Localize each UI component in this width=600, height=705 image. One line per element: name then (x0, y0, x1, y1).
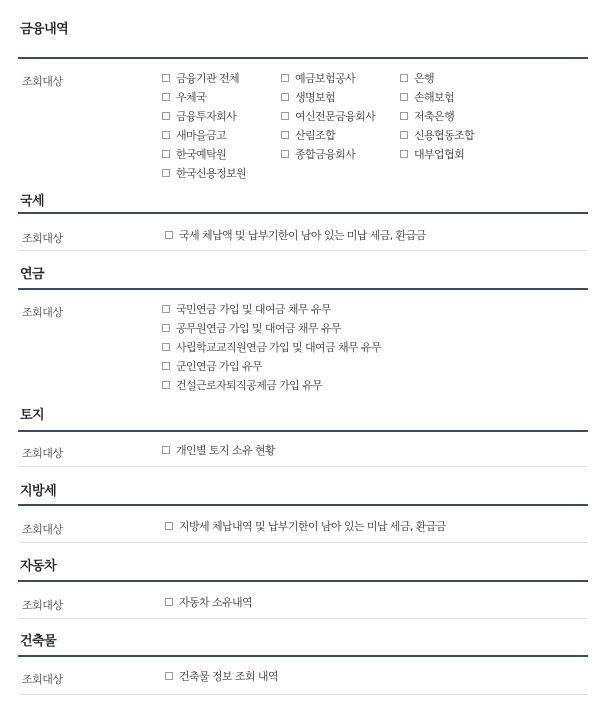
checkbox-savings-bank[interactable] (400, 108, 454, 124)
checkbox-ksd[interactable] (162, 146, 226, 162)
section-title-tax: 국세 (20, 194, 45, 209)
checkbox-icon[interactable] (400, 150, 408, 158)
option-label: 군인연금 가입 유무 (176, 360, 263, 373)
option-label: 예금보험공사 (295, 72, 356, 85)
query-target-label: 조회대상 (22, 75, 63, 88)
checkbox-icon[interactable] (400, 112, 408, 120)
checkbox-national-tax[interactable] (165, 227, 426, 243)
option-label: 지방세 체납내역 및 납부기한이 남아 있는 미납 세금, 환급금 (179, 520, 446, 533)
option-label: 금융기관 전체 (176, 72, 240, 85)
section-divider (18, 57, 588, 59)
checkbox-building-info[interactable] (165, 668, 278, 684)
query-target-label: 조회대상 (22, 447, 63, 460)
checkbox-local-tax[interactable] (165, 518, 446, 534)
checkbox-icon[interactable] (400, 93, 408, 101)
checkbox-icon[interactable] (281, 74, 289, 82)
option-label: 한국예탁원 (176, 148, 227, 161)
checkbox-land-ownership[interactable] (162, 442, 275, 458)
checkbox-icon[interactable] (162, 362, 170, 370)
checkbox-icon[interactable] (162, 343, 170, 351)
checkbox-lending-assoc[interactable] (400, 146, 464, 162)
option-label: 국세 체납액 및 납부기한이 남아 있는 미납 세금, 환급금 (179, 229, 426, 242)
checkbox-icon[interactable] (281, 112, 289, 120)
checkbox-forestry[interactable] (281, 127, 335, 143)
checkbox-post-office[interactable] (162, 89, 206, 105)
checkbox-all-institutions[interactable] (162, 70, 239, 86)
checkbox-icon[interactable] (400, 131, 408, 139)
option-label: 종합금융회사 (295, 148, 356, 161)
checkbox-icon[interactable] (162, 112, 170, 120)
option-label: 대부업협회 (414, 148, 465, 161)
section-divider (18, 430, 588, 432)
query-target-label: 조회대상 (22, 523, 63, 536)
checkbox-icon[interactable] (162, 131, 170, 139)
option-label: 건축물 정보 조회 내역 (179, 670, 278, 683)
option-label: 은행 (414, 72, 435, 85)
query-target-label: 조회대상 (22, 232, 63, 245)
option-label: 공무원연금 가입 및 대여금 채무 유무 (176, 322, 341, 335)
option-label: 생명보험 (295, 91, 336, 104)
checkbox-mg[interactable] (162, 127, 226, 143)
option-label: 신용협동조합 (414, 129, 475, 142)
checkbox-gov-pension[interactable] (162, 320, 341, 336)
section-divider (18, 212, 588, 214)
checkbox-icon[interactable] (281, 131, 289, 139)
checkbox-life-insurance[interactable] (281, 89, 335, 105)
option-label: 금융투자회사 (176, 110, 237, 123)
checkbox-icon[interactable] (162, 150, 170, 158)
option-label: 새마을금고 (176, 129, 227, 142)
option-label: 자동차 소유내역 (179, 596, 253, 609)
query-target-label: 조회대상 (22, 306, 63, 319)
checkbox-nonlife-insurance[interactable] (400, 89, 454, 105)
checkbox-credit-union[interactable] (400, 127, 474, 143)
query-target-label: 조회대상 (22, 673, 63, 686)
row-divider (18, 466, 588, 467)
section-divider (18, 504, 588, 506)
checkbox-teacher-pension[interactable] (162, 339, 381, 355)
option-label: 저축은행 (414, 110, 455, 123)
checkbox-investment[interactable] (162, 108, 236, 124)
section-title-localtax: 지방세 (20, 484, 57, 499)
checkbox-kcredit[interactable] (162, 165, 246, 181)
query-target-label: 조회대상 (22, 599, 63, 612)
checkbox-icon[interactable] (281, 93, 289, 101)
checkbox-merchant-bank[interactable] (281, 146, 355, 162)
option-label: 개인별 토지 소유 현황 (176, 444, 275, 457)
row-divider (18, 618, 588, 619)
checkbox-icon[interactable] (165, 522, 173, 530)
checkbox-icon[interactable] (162, 381, 170, 389)
checkbox-military-pension[interactable] (162, 358, 262, 374)
option-label: 건설근로자퇴직공제금 가입 유무 (176, 379, 323, 392)
option-label: 국민연금 가입 및 대여금 채무 유무 (176, 303, 331, 316)
checkbox-national-pension[interactable] (162, 301, 331, 317)
checkbox-icon[interactable] (400, 74, 408, 82)
checkbox-icon[interactable] (162, 169, 170, 177)
row-divider (18, 694, 588, 695)
checkbox-icon[interactable] (281, 150, 289, 158)
option-label: 우체국 (176, 91, 207, 104)
section-title-building: 건축물 (20, 634, 57, 649)
section-title-car: 자동차 (20, 559, 57, 574)
checkbox-kdic[interactable] (281, 70, 355, 86)
section-title-finance: 금융내역 (20, 22, 69, 37)
checkbox-icon[interactable] (162, 446, 170, 454)
checkbox-icon[interactable] (165, 598, 173, 606)
section-divider (18, 655, 588, 657)
checkbox-icon[interactable] (162, 305, 170, 313)
checkbox-credit-finance[interactable] (281, 108, 375, 124)
row-divider (18, 542, 588, 543)
option-label: 사립학교교직원연금 가입 및 대여금 채무 유무 (176, 341, 381, 354)
option-label: 손해보험 (414, 91, 455, 104)
section-title-pension: 연금 (20, 267, 45, 282)
option-label: 여신전문금융회사 (295, 110, 376, 123)
checkbox-icon[interactable] (162, 93, 170, 101)
option-label: 한국신용정보원 (176, 167, 247, 180)
checkbox-icon[interactable] (162, 74, 170, 82)
row-divider (18, 250, 588, 251)
option-label: 산림조합 (295, 129, 336, 142)
checkbox-icon[interactable] (165, 231, 173, 239)
checkbox-icon[interactable] (162, 324, 170, 332)
section-divider (18, 288, 588, 290)
checkbox-car-ownership[interactable] (165, 594, 252, 610)
checkbox-construction-pension[interactable] (162, 377, 322, 393)
checkbox-icon[interactable] (165, 672, 173, 680)
checkbox-bank[interactable] (400, 70, 434, 86)
section-title-land: 토지 (20, 408, 45, 423)
section-divider (18, 580, 588, 582)
